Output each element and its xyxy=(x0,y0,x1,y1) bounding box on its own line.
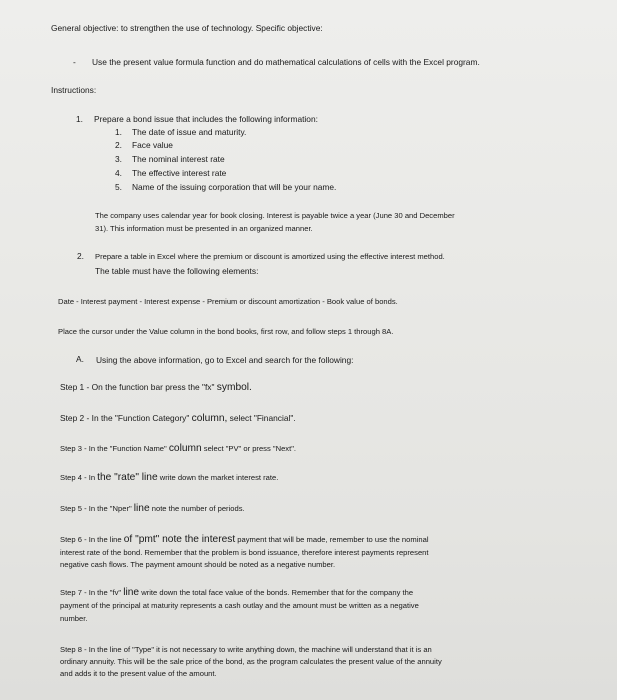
section-a-label: A. xyxy=(76,354,84,364)
step-6-line1 xyxy=(60,535,429,545)
step-2-text: Step 2 - In the "Function Category" xyxy=(60,413,192,423)
table-elements-line: Date - Interest payment - Interest expense - Premium or discount amortization - Book value of bonds. xyxy=(58,297,398,306)
step-7-text: Step 7 - In the "fv" xyxy=(60,588,124,597)
item1-para-line2: 31). This information must be presented in an organized manner. xyxy=(95,224,313,233)
step-1-text: Step 1 - On the function bar press the "fx" xyxy=(60,382,217,392)
step-4-emph: the "rate" line xyxy=(97,472,158,483)
step-2-emph: column, xyxy=(191,413,228,424)
step-4-text: Step 4 - In xyxy=(60,473,98,482)
cursor-instruction: Place the cursor under the Value column in the bond books, first row, and follow steps 1 through 8A. xyxy=(58,327,394,336)
step-6-text: Step 6 - In the line xyxy=(60,535,124,544)
item2-number: 2. xyxy=(77,251,84,261)
step-6-rest: payment that will be made, remember to use the nominal xyxy=(235,535,429,544)
subitem-1-number: 1. xyxy=(115,127,122,137)
step-6-line2: interest rate of the bond. Remember that the problem is bond issuance, therefore interest payments represent xyxy=(60,548,429,557)
item2-line1: Prepare a table in Excel where the premium or discount is amortized using the effective interest method. xyxy=(95,252,445,261)
bullet-dash: - xyxy=(73,57,76,67)
subitem-1-text: The date of issue and maturity. xyxy=(132,127,247,137)
subitem-5-text: Name of the issuing corporation that will be your name. xyxy=(132,182,337,192)
step-8-line3: and adds it to the present value of the amount. xyxy=(60,669,217,678)
subitem-3-number: 3. xyxy=(115,154,122,164)
step-8-line1: Step 8 - In the line of "Type" it is not necessary to write anything down, the machine will understand that it is an xyxy=(60,645,432,654)
subitem-5-number: 5. xyxy=(115,182,122,192)
step-3-rest: select "PV" or press "Next". xyxy=(201,444,296,453)
step-4 xyxy=(60,473,278,483)
step-7-line1 xyxy=(60,588,413,598)
step-5-text: Step 5 - In the "Nper" xyxy=(60,504,134,513)
general-objective: General objective: to strengthen the use of technology. Specific objective: xyxy=(51,23,323,33)
step-3 xyxy=(60,444,296,454)
subitem-3-text: The nominal interest rate xyxy=(132,154,225,164)
step-6-emph: of "pmt" note the interest xyxy=(123,534,236,545)
step-8-line2: ordinary annuity. This will be the sale price of the bond, as the program calculates the present value of the annuity xyxy=(60,657,442,666)
step-7-line3: number. xyxy=(60,614,88,623)
specific-objective: Use the present value formula function and do mathematical calculations of cells with the Excel program. xyxy=(92,57,480,67)
subitem-1 xyxy=(115,127,246,137)
step-7-rest: write down the total face value of the bonds. Remember that for the company the xyxy=(139,588,414,597)
subitem-2-number: 2. xyxy=(115,140,122,150)
step-3-emph: column xyxy=(168,443,202,454)
step-5 xyxy=(60,504,245,514)
item1-text: Prepare a bond issue that includes the following information: xyxy=(94,114,318,124)
step-2-rest: select "Financial". xyxy=(227,413,296,423)
step-5-emph: line xyxy=(133,503,150,514)
step-6-line3: negative cash flows. The payment amount should be noted as a negative number. xyxy=(60,560,336,569)
subitem-4-number: 4. xyxy=(115,168,122,178)
step-1-emph: symbol. xyxy=(216,382,252,393)
step-1 xyxy=(60,382,252,393)
item1-number: 1. xyxy=(76,114,83,124)
subitem-3 xyxy=(115,154,225,164)
step-7-line2: payment of the principal at maturity represents a cash outlay and the amount must be written as a negative xyxy=(60,601,419,610)
subitem-5 xyxy=(115,182,336,192)
item2-line2: The table must have the following elements: xyxy=(95,266,259,276)
subitem-2-text: Face value xyxy=(132,140,173,150)
item1-para-line1: The company uses calendar year for book closing. Interest is payable twice a year (June 30 and December xyxy=(95,211,455,220)
subitem-2 xyxy=(115,140,173,150)
section-a-text: Using the above information, go to Excel and search for the following: xyxy=(96,355,354,365)
step-4-rest: write down the market interest rate. xyxy=(157,473,279,482)
step-2 xyxy=(60,413,296,424)
instructions-heading: Instructions: xyxy=(51,85,97,95)
subitem-4-text: The effective interest rate xyxy=(132,168,227,178)
step-5-rest: note the number of periods. xyxy=(149,504,245,513)
subitem-4 xyxy=(115,168,226,178)
step-3-text: Step 3 - In the "Function Name" xyxy=(60,444,169,453)
step-7-emph: line xyxy=(123,587,140,598)
